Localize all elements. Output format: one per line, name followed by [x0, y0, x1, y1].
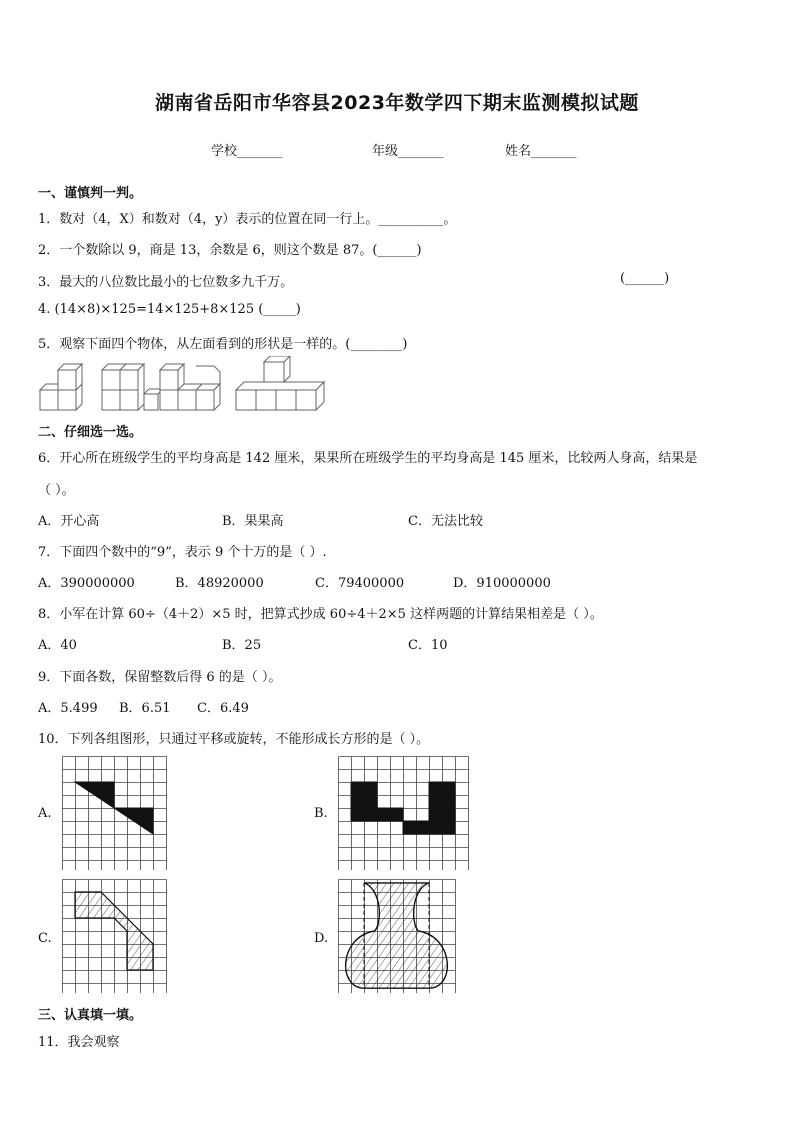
q6-option-a: A．开心高 [38, 514, 100, 529]
question-4: 4. (14×8)×125=14×125+8×125 (_____) [38, 302, 301, 317]
q8-option-a: A．40 [38, 638, 77, 653]
grade-field: 年级_______ [372, 144, 444, 159]
question-6-line2: （ ）。 [38, 483, 75, 498]
q9-option-a: A．5.499 [38, 701, 98, 716]
question-6-line1: 6．开心所在班级学生的平均身高是 142 厘米，果果所在班级学生的平均身高是 145 厘米，比较两人身高，结果是 [38, 451, 698, 466]
cube-figure-2 [102, 364, 163, 410]
q10-label-c: C. [38, 931, 52, 946]
q9-option-c: C．6.49 [197, 701, 249, 716]
q8-option-b: B．25 [222, 638, 262, 653]
cube-figure-4 [236, 356, 324, 410]
question-5: 5．观察下面四个物体，从左面看到的形状是一样的。(________) [38, 337, 408, 352]
question-11: 11．我会观察 [38, 1035, 120, 1050]
question-8: 8．小军在计算 60÷（4＋2）×5 时，把算式抄成 60÷4＋2×5 这样两题的计算结果相差是（ ）。 [38, 607, 603, 622]
q10-label-b: B. [314, 806, 328, 821]
name-field: 姓名_______ [505, 144, 577, 159]
q6-option-b: B．果果高 [222, 514, 284, 529]
grid-figure-c [62, 879, 168, 993]
grid-figure-d [338, 879, 460, 993]
q8-option-c: C．10 [408, 638, 448, 653]
q10-label-a: A. [38, 806, 52, 821]
q7-option-c: C．79400000 [315, 576, 405, 591]
question-3-blank: (______) [620, 271, 670, 286]
q9-option-b: B．6.51 [119, 701, 171, 716]
section2-heading: 二、仔细选一选。 [38, 425, 143, 440]
question-7: 7．下面四个数中的“9”，表示 9 个十万的是（ ）. [38, 545, 327, 560]
q7-option-a: A．390000000 [38, 576, 135, 591]
q7-option-d: D．910000000 [453, 576, 551, 591]
question-10: 10．下列各组图形，只通过平移或旋转，不能形成长方形的是（ ）。 [38, 732, 430, 747]
question-2: 2．一个数除以 9，商是 13，余数是 6，则这个数是 87。(______) [38, 243, 422, 258]
grid-figure-b [338, 756, 470, 870]
section3-heading: 三、认真填一填。 [38, 1008, 143, 1023]
cube-figures [36, 356, 326, 416]
q7-option-b: B．48920000 [175, 576, 264, 591]
q6-option-c: C．无法比较 [408, 514, 483, 529]
question-3: 3．最大的八位数比最小的七位数多九千万。 [38, 275, 294, 290]
school-field: 学校_______ [211, 144, 283, 159]
page-title: 湖南省岳阳市华容县2023年数学四下期末监测模拟试题 [155, 92, 639, 114]
question-9: 9．下面各数，保留整数后得 6 的是（ ）。 [38, 670, 282, 685]
section1-heading: 一、谨慎判一判。 [38, 186, 143, 201]
cube-figure-1 [40, 364, 82, 410]
grid-figure-a [62, 756, 168, 870]
cube-figure-3 [160, 364, 220, 410]
q10-label-d: D. [314, 931, 329, 946]
question-1: 1．数对（4，X）和数对（4，y）表示的位置在同一行上。__________。 [38, 212, 457, 227]
